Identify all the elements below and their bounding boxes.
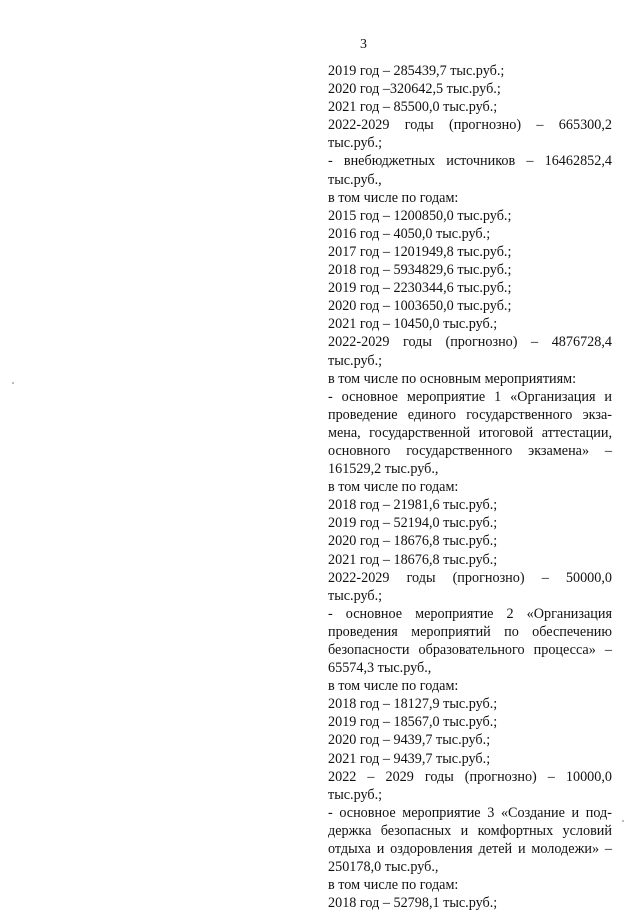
text-line: 2018 год – 18127,9 тыс.руб.; — [328, 696, 498, 713]
text-line: 2018 год – 21981,6 тыс.руб.; — [328, 497, 498, 514]
text-paragraph: - основное мероприятие 2 «Организация проведения мероприятий по обеспечению безопасности образовательного процесса» – 65574,3 тыс.руб., — [328, 605, 612, 677]
text-line: 2017 год – 1201949,8 тыс.руб.; — [328, 243, 512, 260]
text-line: в том числе по годам: — [328, 189, 459, 206]
text-paragraph: - основное мероприятие 1 «Организация и проведение единого государственного экза-мена, государственной итоговой аттестации, основного государственного экзамена» – 161529,2 тыс.руб., — [328, 388, 612, 478]
text-paragraph: 2022 – 2029 годы (прогнозно) – 10000,0 тыс.руб.; — [328, 768, 612, 803]
text-line: 2020 год –320642,5 тыс.руб.; — [328, 81, 501, 98]
text-line: 2019 год – 18567,0 тыс.руб.; — [328, 714, 498, 731]
scan-speck — [622, 820, 624, 822]
text-line: 2021 год – 10450,0 тыс.руб.; — [328, 316, 498, 333]
text-line: 2021 год – 85500,0 тыс.руб.; — [328, 99, 498, 116]
text-line: 2021 год – 18676,8 тыс.руб.; — [328, 551, 498, 568]
text-line: в том числе по основным мероприятиям: — [328, 370, 577, 387]
text-line: 2015 год – 1200850,0 тыс.руб.; — [328, 207, 512, 224]
text-line: в том числе по годам: — [328, 877, 459, 894]
text-line: 2019 год – 2230344,6 тыс.руб.; — [328, 280, 512, 297]
text-line: 2019 год – 52194,0 тыс.руб.; — [328, 515, 498, 532]
text-paragraph: 2022-2029 годы (прогнозно) – 665300,2 тыс.руб.; — [328, 117, 612, 152]
page-number: 3 — [360, 37, 367, 52]
text-line: 2021 год – 9439,7 тыс.руб.; — [328, 750, 491, 767]
text-line: 2016 год – 4050,0 тыс.руб.; — [328, 225, 491, 242]
text-line: в том числе по годам: — [328, 479, 459, 496]
text-line: 2018 год – 5934829,6 тыс.руб.; — [328, 262, 512, 279]
text-line: 2020 год – 18676,8 тыс.руб.; — [328, 533, 498, 550]
text-paragraph: - основное мероприятие 3 «Создание и под-держка безопасных и комфортных условий отдыха и оздоровления детей и молодежи» – 250178,0 тыс.руб., — [328, 804, 612, 876]
document-text-column — [328, 62, 612, 912]
text-paragraph: 2022-2029 годы (прогнозно) – 50000,0 тыс.руб.; — [328, 569, 612, 604]
text-paragraph: - внебюджетных источников – 16462852,4 тыс.руб., — [328, 153, 612, 188]
text-line: 2018 год – 52798,1 тыс.руб.; — [328, 895, 498, 912]
text-line: в том числе по годам: — [328, 678, 459, 695]
scan-speck — [12, 382, 14, 384]
text-line: 2020 год – 9439,7 тыс.руб.; — [328, 732, 491, 749]
text-line: 2020 год – 1003650,0 тыс.руб.; — [328, 298, 512, 315]
text-paragraph: 2022-2029 годы (прогнозно) – 4876728,4 тыс.руб.; — [328, 334, 612, 369]
text-line: 2019 год – 285439,7 тыс.руб.; — [328, 63, 505, 79]
